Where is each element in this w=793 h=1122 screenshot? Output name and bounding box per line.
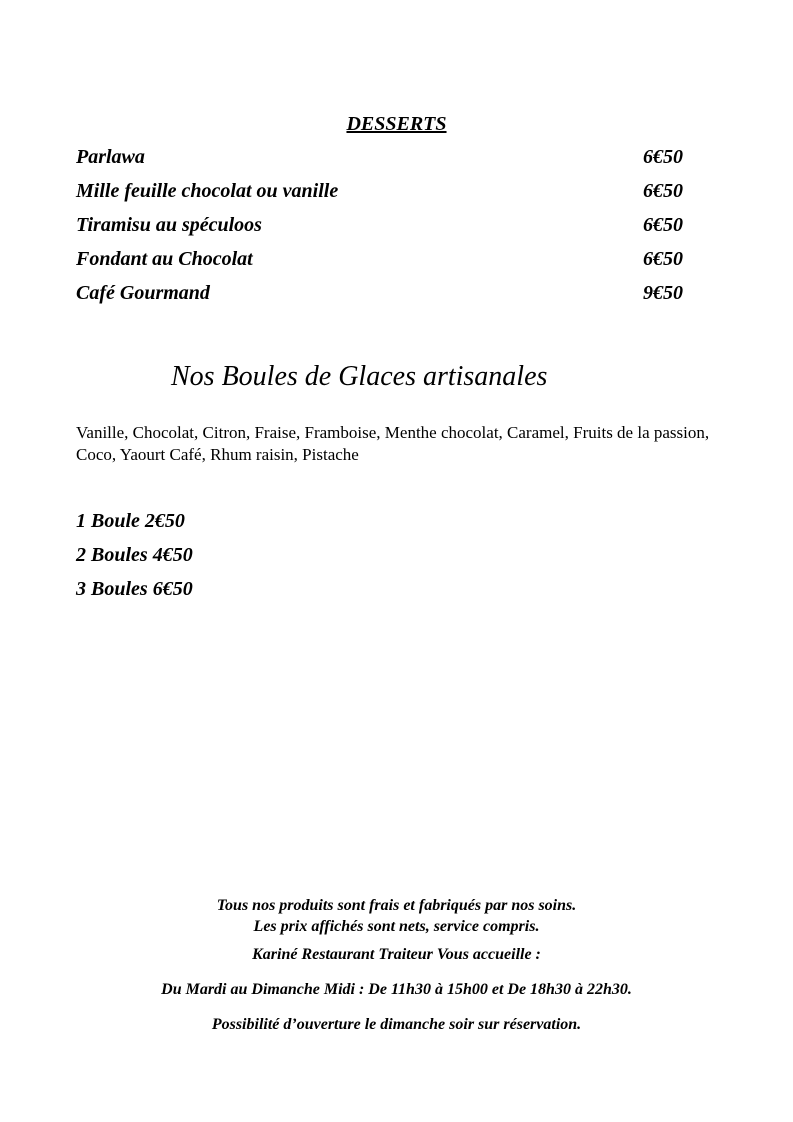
scoop-item [76,543,193,577]
scoop-price: 4€50 [152,544,193,566]
footer-welcome: Kariné Restaurant Traiteur Vous accueille : [252,946,541,963]
dessert-name: Mille feuille chocolat ou vanille [76,180,339,202]
footer-prices-note: Les prix affichés sont nets, service compris. [253,918,540,935]
scoop-price: 6€50 [152,578,193,600]
scoop-item [76,577,193,611]
desserts-title: DESSERTS [346,113,447,135]
dessert-item [76,179,688,213]
dessert-name: Fondant au Chocolat [76,248,253,270]
dessert-item [76,213,688,247]
scoop-count: 1 Boule [76,510,140,532]
ice-cream-flavors: Vanille, Chocolat, Citron, Fraise, Framboise, Menthe chocolat, Caramel, Fruits de la passion, Coco, Yaourt Café, Rhum raisin, Pistache [76,423,710,464]
scoop-price: 2€50 [144,510,185,532]
dessert-price: 6€50 [643,248,683,270]
footer-sunday-note: Possibilité d’ouverture le dimanche soir sur réservation. [211,1016,582,1033]
dessert-item [76,247,688,281]
dessert-item [76,281,688,315]
scoop-count: 3 Boules [76,578,148,600]
footer-opening-hours: Du Mardi au Dimanche Midi : De 11h30 à 15h00 et De 18h30 à 22h30. [161,981,632,998]
dessert-name: Café Gourmand [76,282,210,304]
dessert-price: 9€50 [643,282,683,304]
dessert-list [76,145,688,315]
scoop-item [76,509,193,543]
dessert-item [76,145,688,179]
ice-cream-title: Nos Boules de Glaces artisanales [171,361,548,392]
dessert-price: 6€50 [643,146,683,168]
footer [0,895,793,1035]
scoop-list [76,509,193,611]
dessert-name: Parlawa [76,146,145,168]
dessert-name: Tiramisu au spéculoos [76,214,262,236]
scoop-count: 2 Boules [76,544,148,566]
dessert-price: 6€50 [643,214,683,236]
dessert-price: 6€50 [643,180,683,202]
footer-fresh-products: Tous nos produits sont frais et fabriqués par nos soins. [216,897,577,914]
